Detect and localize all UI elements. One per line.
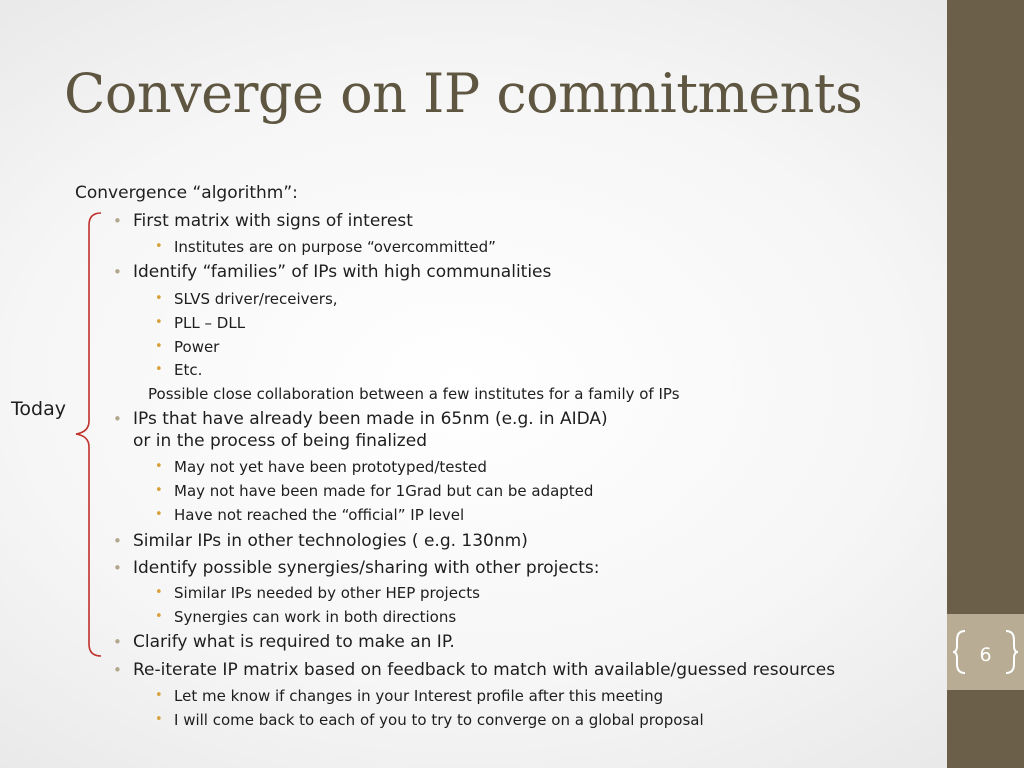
list-item: Identify possible synergies/sharing with other projects: [133,558,600,578]
list-item: Similar IPs needed by other HEP projects [174,584,480,602]
list-item: I will come back to each of you to try to converge on a global proposal [174,711,704,729]
bullet-icon: • [113,633,122,651]
list-item: Etc. [174,361,203,379]
list-item: Identify “families” of IPs with high communalities [133,262,552,282]
list-item: May not yet have been prototyped/tested [174,458,487,476]
list-item: Clarify what is required to make an IP. [133,632,455,652]
bullet-icon: • [155,585,163,600]
slide-title: Converge on IP commitments [64,62,863,125]
bullet-icon: • [155,688,163,703]
page-number-box [947,614,1024,690]
today-label: Today [11,398,66,420]
intro-text: Convergence “algorithm”: [75,183,298,203]
list-item: IPs that have already been made in 65nm (e.g. in AIDA) [133,409,608,429]
bullet-icon: • [113,532,122,550]
list-item: Power [174,338,220,356]
bullet-icon: • [113,212,122,230]
list-item: May not have been made for 1Grad but can be adapted [174,482,594,500]
page-number: 6 [979,644,992,666]
bullet-icon: • [155,459,163,474]
list-item: Let me know if changes in your Interest profile after this meeting [174,687,664,705]
list-item: PLL – DLL [174,314,246,332]
list-item: Similar IPs in other technologies ( e.g. 130nm) [133,531,528,551]
list-item: Institutes are on purpose “overcommitted” [174,238,496,256]
note-text: Possible close collaboration between a few institutes for a family of IPs [148,385,680,403]
bullet-icon: • [155,291,163,306]
list-item: Re-iterate IP matrix based on feedback to match with available/guessed resources [133,660,836,680]
list-item-continuation: or in the process of being finalized [133,431,427,451]
list-item: First matrix with signs of interest [133,211,413,231]
bullet-icon: • [113,263,122,281]
bullet-icon: • [155,507,163,522]
bullet-icon: • [155,239,163,254]
list-item: SLVS driver/receivers, [174,290,338,308]
bullet-icon: • [155,609,163,624]
bullet-icon: • [155,712,163,727]
bullet-icon: • [113,661,122,679]
list-item: Have not reached the “official” IP level [174,506,465,524]
bullet-icon: • [113,410,122,428]
bullet-icon: • [155,315,163,330]
bullet-icon: • [155,483,163,498]
bullet-icon: • [155,362,163,377]
bullet-icon: • [113,559,122,577]
bullet-icon: • [155,339,163,354]
list-item: Synergies can work in both directions [174,608,457,626]
